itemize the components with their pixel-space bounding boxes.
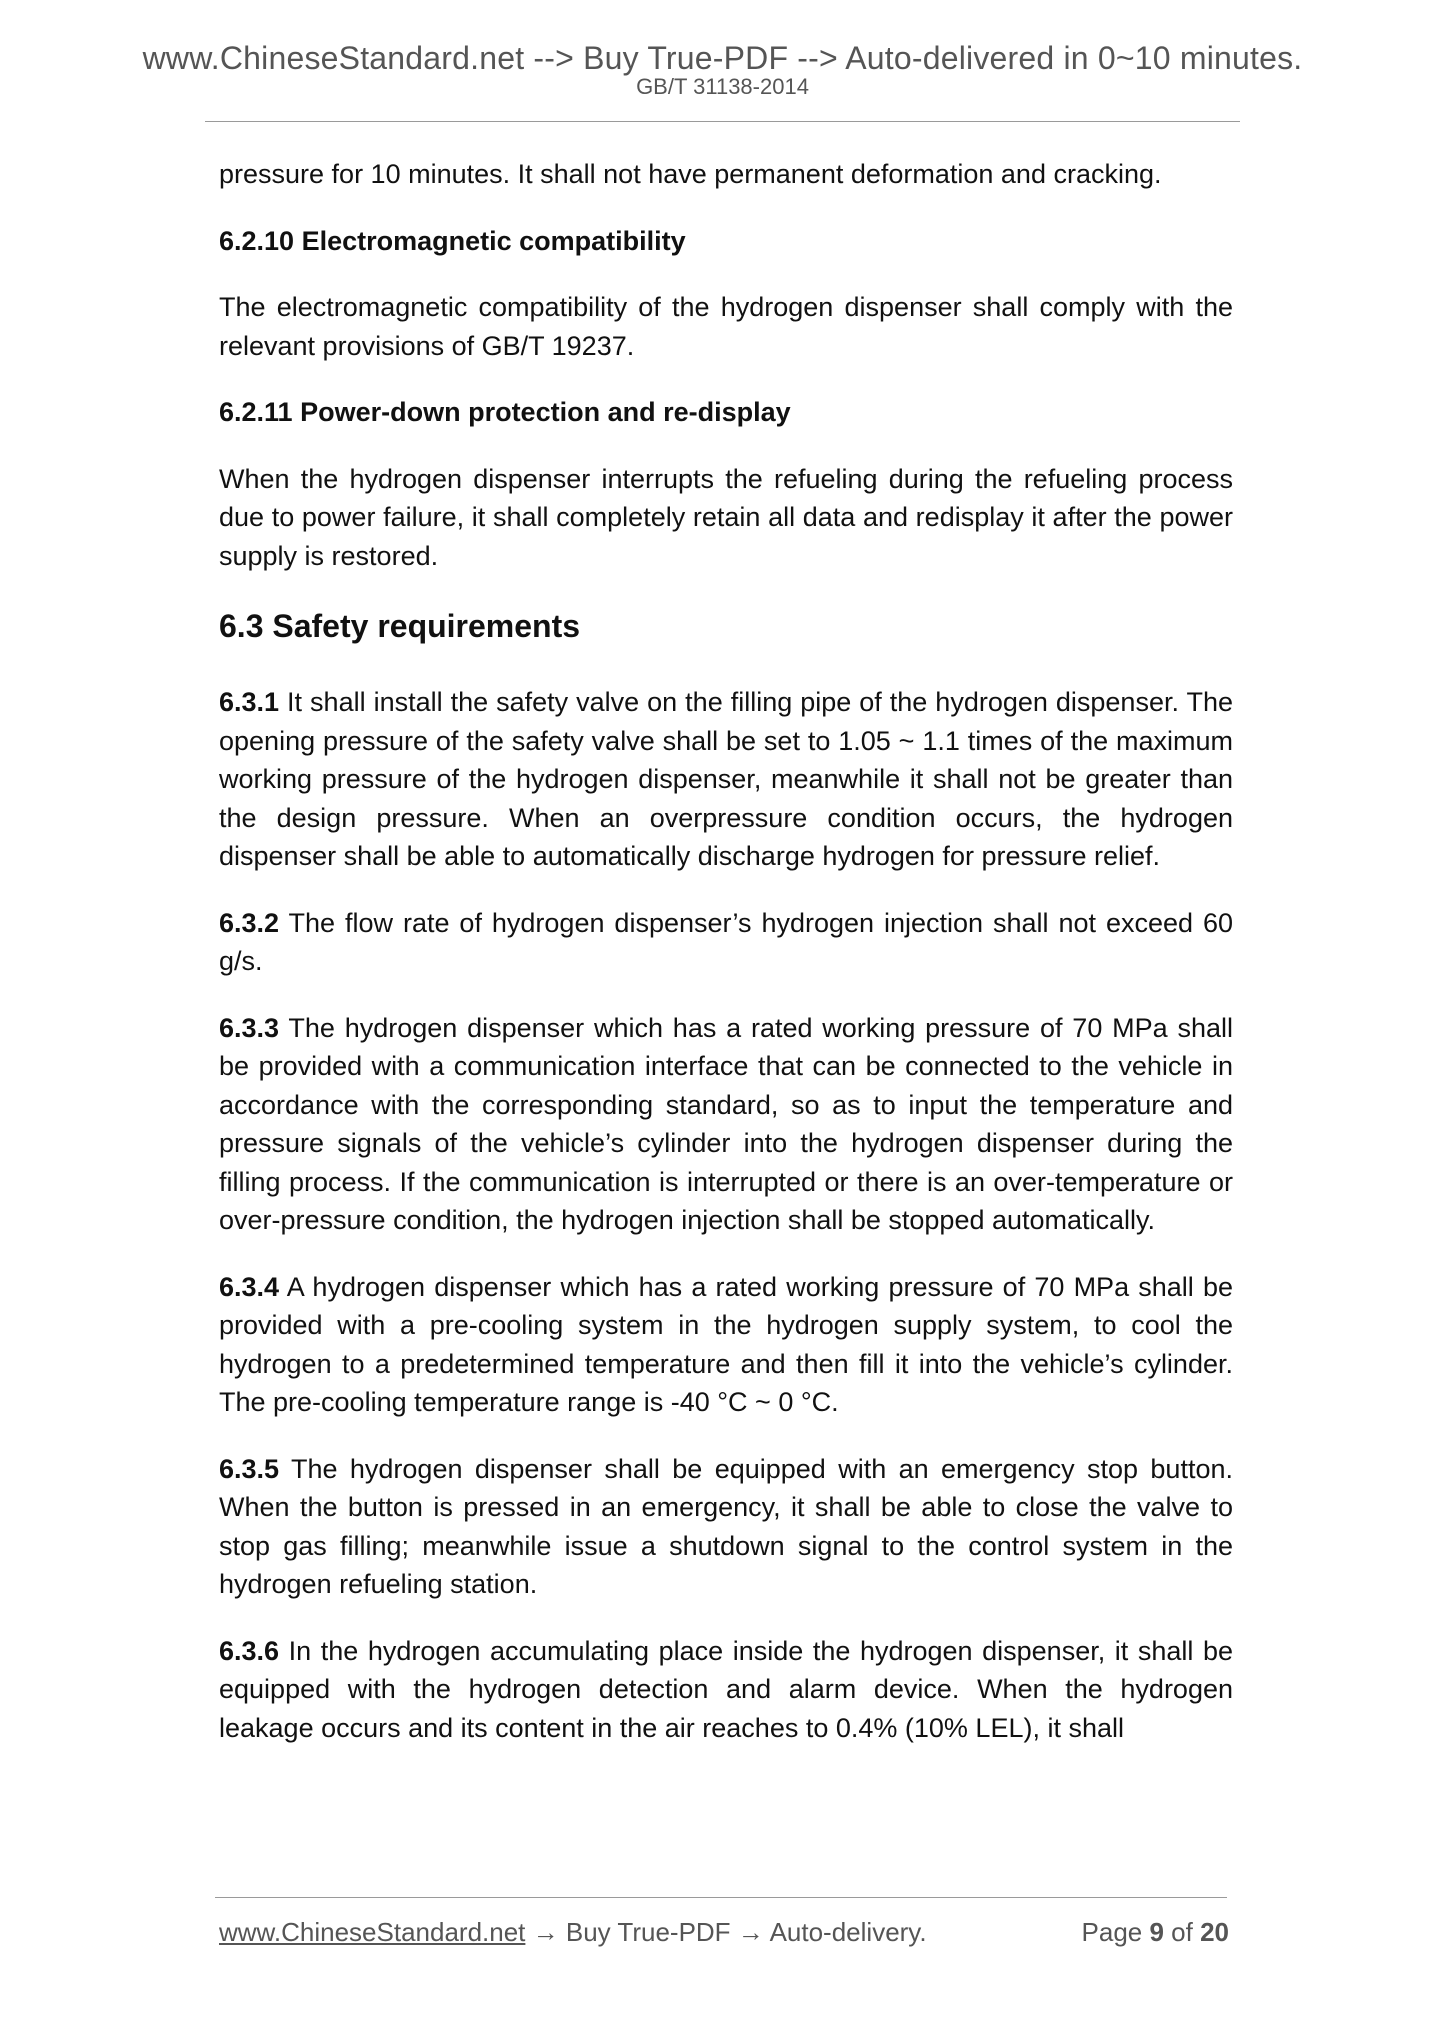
header-divider: [205, 121, 1240, 122]
clause-text: In the hydrogen accumulating place inside the hydrogen dispenser, it shall be equipped with the hydrogen detection and alarm device. When the hydrogen leakage occurs and its content in the air reaches to 0.4% (10% LEL), it shall: [219, 1635, 1233, 1743]
heading-6-3: 6.3 Safety requirements: [219, 608, 581, 644]
clause-text: The hydrogen dispenser shall be equipped with an emergency stop button. When the button is pressed in an emergency, it shall be able to close the valve to stop gas filling; meanwhile issue a shutdown signal to the control system in the hydrogen refueling station.: [219, 1453, 1233, 1599]
clause-text: It shall install the safety valve on the filling pipe of the hydrogen dispenser. The opening pressure of the safety valve shall be set to 1.05 ~ 1.1 times of the maximum working pressure of the hydrogen dispenser, meanwhile it shall not be greater than the design pressure. When an overpressure condition occurs, the hydrogen dispenser shall be able to automatically discharge hydrogen for pressure relief.: [219, 687, 1233, 871]
paragraph-6-2-11: When the hydrogen dispenser interrupts the refueling during the refueling process due to power failure, it shall completely retain all data and redisplay it after the power supply is restored.: [219, 463, 1233, 571]
clause-6-3-3: [219, 1009, 1233, 1240]
clause-number: 6.3.6: [219, 1635, 280, 1666]
footer-promo-text: → Buy True-PDF → Auto-delivery.: [525, 1917, 927, 1947]
clause-number: 6.3.2: [219, 907, 280, 938]
page-indicator: [1082, 1917, 1229, 1948]
paragraph-6-2-10: The electromagnetic compatibility of the hydrogen dispenser shall comply with the relevant provisions of GB/T 19237.: [219, 292, 1233, 361]
page-body: [219, 155, 1233, 1775]
heading-6-2-10: 6.2.10 Electromagnetic compatibility: [219, 225, 686, 256]
clause-number: 6.3.5: [219, 1453, 280, 1484]
clause-number: 6.3.4: [219, 1271, 280, 1302]
continuation-paragraph: pressure for 10 minutes. It shall not have permanent deformation and cracking.: [219, 159, 1162, 189]
standard-code: GB/T 31138-2014: [636, 74, 809, 99]
page-label: Page: [1081, 1917, 1150, 1947]
clause-text: The flow rate of hydrogen dispenser’s hydrogen injection shall not exceed 60 g/s.: [219, 907, 1233, 976]
clause-number: 6.3.3: [219, 1012, 280, 1043]
heading-6-2-11: 6.2.11 Power-down protection and re-display: [219, 397, 791, 427]
page-number: 9: [1149, 1917, 1164, 1947]
clause-6-3-6: [219, 1632, 1233, 1748]
clause-6-3-5: [219, 1450, 1233, 1604]
footer-site-link[interactable]: www.ChineseStandard.net: [219, 1917, 526, 1947]
page-total: 20: [1200, 1917, 1229, 1947]
clause-number: 6.3.1: [219, 687, 280, 717]
clause-6-3-2: [219, 904, 1233, 981]
clause-text: The hydrogen dispenser which has a rated working pressure of 70 MPa shall be provided with a communication interface that can be connected to the vehicle in accordance with the corresponding standard, so as to input the temperature and pressure signals of the vehicle’s cylinder into the hydrogen dispenser during the filling process. If the communication is interrupted or there is an over-temperature or over-pressure condition, the hydrogen injection shall be stopped automatically.: [219, 1012, 1233, 1235]
footer-promo: [219, 1917, 927, 1948]
clause-6-3-4: [219, 1268, 1233, 1422]
top-banner: www.ChineseStandard.net --> Buy True-PDF --> Auto-delivered in 0~10 minutes.: [142, 40, 1303, 76]
footer-divider: [215, 1897, 1227, 1898]
clause-text: A hydrogen dispenser which has a rated working pressure of 70 MPa shall be provided with a pre-cooling system in the hydrogen supply system, to cool the hydrogen to a predetermined temperature and then fill it into the vehicle’s cylinder. The pre-cooling temperature range is -40 °C ~ 0 °C.: [219, 1271, 1233, 1417]
of-label: of: [1163, 1917, 1201, 1947]
clause-6-3-1: [219, 683, 1233, 876]
